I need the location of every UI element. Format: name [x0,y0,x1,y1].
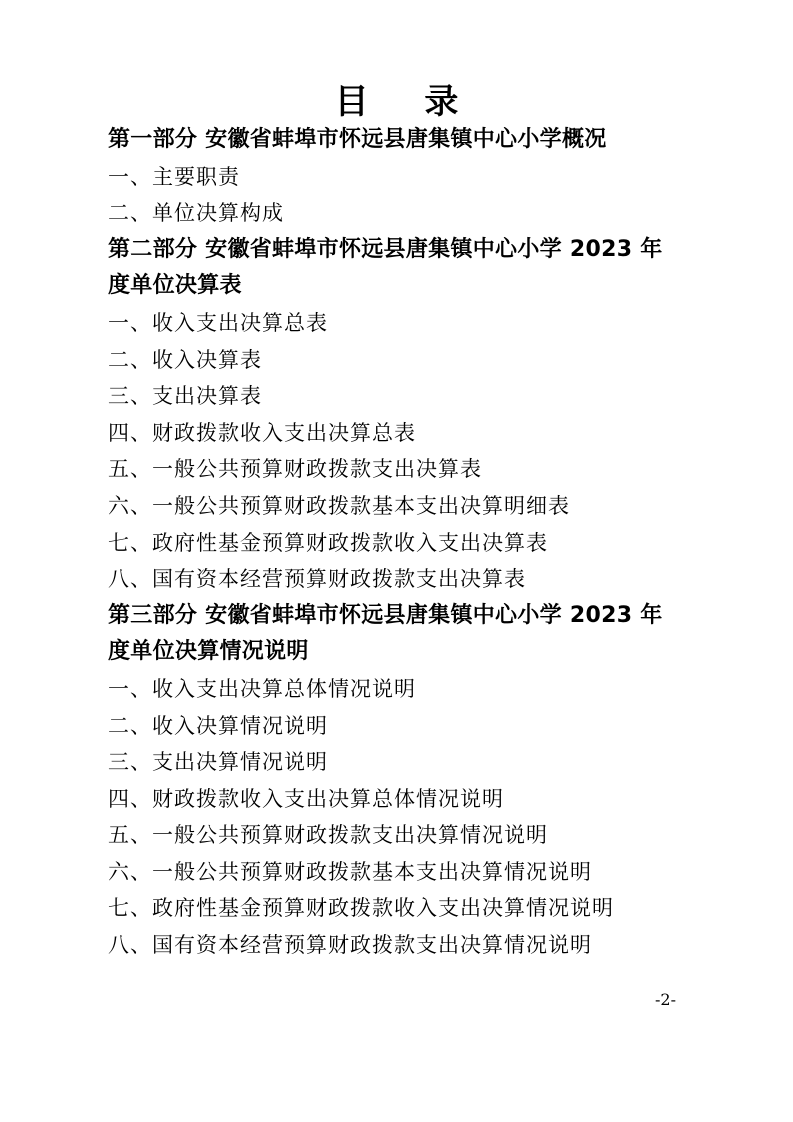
page-number: -2- [655,990,676,1009]
table-of-contents [108,122,708,964]
toc-entry: 八、国有资本经营预算财政拨款支出决算情况说明 [108,933,592,958]
toc-entry: 五、一般公共预算财政拨款支出决算情况说明 [108,823,548,848]
toc-entry: 四、财政拨款收入支出决算总表 [108,420,416,445]
toc-entry: 一、收入支出决算总表 [108,310,328,335]
toc-entry: 三、支出决算表 [108,384,262,409]
toc-entry: 一、收入支出决算总体情况说明 [108,676,416,701]
toc-entry: 五、一般公共预算财政拨款支出决算表 [108,457,482,482]
toc-entry: 三、支出决算情况说明 [108,750,328,775]
toc-section-heading: 第三部分 安徽省蚌埠市怀远县唐集镇中心小学 2023 年 [108,602,663,628]
toc-entry: 六、一般公共预算财政拨款基本支出决算情况说明 [108,859,592,884]
document-title: 目 录 [334,82,481,122]
toc-entry: 一、主要职责 [108,164,240,189]
toc-entry: 八、国有资本经营预算财政拨款支出决算表 [108,567,526,592]
toc-entry: 七、政府性基金预算财政拨款收入支出决算表 [108,530,548,555]
toc-entry: 七、政府性基金预算财政拨款收入支出决算情况说明 [108,896,614,921]
toc-entry: 二、单位决算构成 [108,201,284,226]
toc-section-heading-continued: 度单位决算情况说明 [108,639,309,665]
toc-entry: 二、收入决算表 [108,347,262,372]
toc-section-heading: 第一部分 安徽省蚌埠市怀远县唐集镇中心小学概况 [108,127,607,152]
toc-entry: 四、财政拨款收入支出决算总体情况说明 [108,786,504,811]
toc-section-heading: 第二部分 安徽省蚌埠市怀远县唐集镇中心小学 2023 年 [108,236,663,262]
toc-entry: 六、一般公共预算财政拨款基本支出决算明细表 [108,493,570,518]
toc-entry: 二、收入决算情况说明 [108,713,328,738]
toc-section-heading-continued: 度单位决算表 [108,273,242,299]
